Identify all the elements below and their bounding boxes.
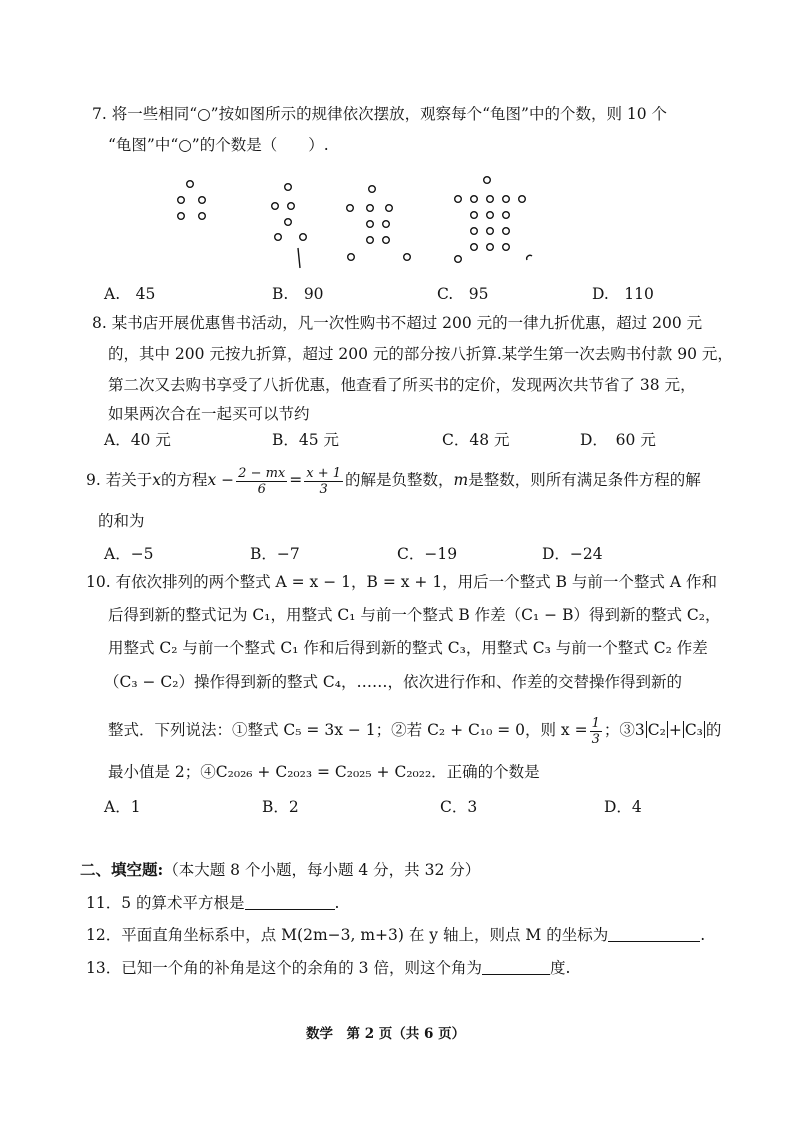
circle-mark [487, 196, 494, 203]
q8-number: 8. [92, 314, 107, 332]
partial-circle-mark [527, 255, 532, 260]
circle-mark [503, 228, 510, 235]
q9-line1 [86, 463, 701, 497]
circle-mark [503, 196, 510, 203]
circle-mark [348, 254, 355, 261]
q13-number: 13． [86, 959, 122, 977]
q7-option-a[interactable]: A. 45 [104, 285, 156, 303]
page-footer: 数学 第 2 页（共 6 页） [306, 1026, 466, 1042]
q10-frac-numerator: 1 [591, 715, 600, 731]
q9-option-a[interactable]: A．−5 [104, 545, 154, 563]
turtle-figures [160, 170, 540, 270]
q9-frac2-numerator: x + 1 [306, 465, 342, 481]
q10-abs-c3: C₃ [684, 721, 703, 739]
circle-mark [178, 197, 185, 204]
section2-title: 二、填空题: [80, 860, 164, 879]
q8-line3: 第二次又去购书享受了八折优惠，他查看了所买书的定价，发现两次共节省了 38 元， [108, 376, 696, 394]
abs-bar [667, 721, 668, 738]
abs-bar [683, 721, 684, 738]
q9-fraction-2 [304, 466, 343, 497]
q13-end: 度. [549, 959, 571, 977]
q11-answer-blank[interactable] [245, 893, 335, 910]
q8-option-a[interactable]: A．40 元 [104, 431, 171, 449]
q9-text-pre: 若关于 [105, 471, 153, 489]
circle-mark [455, 196, 462, 203]
circle-mark [288, 203, 295, 210]
circle-mark [386, 205, 393, 212]
q11-number: 11． [86, 894, 122, 912]
turtle-figure-4 [455, 177, 532, 263]
q9-equals: = [289, 471, 303, 489]
circle-mark [178, 213, 185, 220]
q8-option-c[interactable]: C．48 元 [442, 431, 510, 449]
q10-number: 10. [86, 573, 111, 591]
circle-mark [369, 186, 376, 193]
q9-option-d[interactable]: D．−24 [542, 545, 603, 563]
q7-line1 [92, 104, 667, 124]
q10-abs-plus: + [668, 721, 682, 739]
circle-mark [471, 228, 478, 235]
circle-mark [275, 234, 282, 241]
circle-mark [471, 212, 478, 219]
q11-line [86, 893, 339, 913]
q13-answer-blank[interactable] [482, 958, 550, 975]
circle-mark [285, 184, 292, 191]
q8-option-b[interactable]: B．45 元 [272, 431, 340, 449]
circle-mark [347, 205, 354, 212]
circle-mark [199, 197, 206, 204]
q12-answer-blank[interactable] [608, 925, 700, 942]
q13-text: 已知一个角的补角是这个的余角的 3 倍，则这个角为 [121, 959, 482, 977]
q8-line2: 的，其中 200 元按九折算，超过 200 元的部分按八折算.某学生第一次去购书付款 90 元， [108, 345, 733, 363]
q10-line5 [108, 713, 721, 747]
turtle-figure-2 [272, 184, 307, 268]
q9-text-mid: 的方程 [161, 471, 208, 489]
q9-text-post1: 的解是负整数， [345, 471, 454, 489]
q10-line5-post: ；③3 [603, 721, 645, 739]
q7-option-d[interactable]: D. 110 [592, 285, 654, 303]
q10-option-c[interactable]: C．3 [440, 798, 478, 816]
section2-header [80, 860, 480, 880]
circle-mark [484, 177, 491, 184]
q10-option-a[interactable]: A．1 [104, 798, 141, 816]
q10-line5-end: 的 [705, 721, 722, 739]
q10-fraction [590, 716, 602, 747]
q10-text-1: 有依次排列的两个整式 A = x − 1，B = x + 1，用后一个整式 B 与前一个整式 A 作和 [115, 573, 717, 591]
q9-frac1-denominator: 6 [257, 481, 266, 497]
circle-mark [383, 221, 390, 228]
circle-mark [367, 221, 374, 228]
q12-end: . [700, 926, 706, 944]
circle-mark [285, 219, 292, 226]
q10-line6: 最小值是 2；④C₂₀₂₆ + C₂₀₂₃ = C₂₀₂₅ + C₂₀₂₂．正确的个数是 [108, 763, 540, 781]
circle-mark [187, 181, 194, 188]
q10-line1 [86, 572, 717, 592]
pen-stroke [298, 248, 300, 268]
circle-mark [487, 212, 494, 219]
q9-fraction-1 [236, 466, 287, 497]
circle-mark [455, 256, 462, 263]
q11-end: . [334, 894, 340, 912]
q12-number: 12． [86, 926, 122, 944]
circle-mark [471, 196, 478, 203]
q8-line1 [92, 313, 702, 333]
q7-text-1: 将一些相同“○”按如图所示的规律依次摆放，观察每个“龟图”中的个数，则 10 个 [111, 105, 668, 123]
circle-mark [300, 234, 307, 241]
abs-bar [704, 721, 705, 738]
circle-mark [471, 244, 478, 251]
q10-abs-c2: C₂ [647, 721, 666, 739]
q7-option-b[interactable]: B. 90 [272, 285, 324, 303]
circle-mark [487, 228, 494, 235]
q10-option-d[interactable]: D．4 [604, 798, 642, 816]
q12-line [86, 925, 705, 945]
section2-desc: （本大题 8 个小题，每小题 4 分，共 32 分） [163, 861, 481, 879]
q8-option-d[interactable]: D． 60 元 [580, 431, 656, 449]
q10-line5-pre: 整式．下列说法：①整式 C₅ = 3x − 1；②若 C₂ + C₁₀ = 0，则 x = [108, 721, 588, 739]
circle-mark [367, 237, 374, 244]
q10-option-b[interactable]: B．2 [262, 798, 299, 816]
q9-var-m: m [453, 471, 469, 489]
q10-line4: （C₃ − C₂）操作得到新的整式 C₄，……，依次进行作和、作差的交替操作得到新的 [104, 673, 682, 691]
q9-frac2-denominator: 3 [319, 481, 328, 497]
q13-line [86, 958, 570, 978]
q9-frac1-numerator: 2 − mx [238, 465, 286, 481]
abs-bar [646, 721, 647, 738]
turtle-figure-3 [347, 186, 411, 261]
q9-option-c[interactable]: C．−19 [397, 545, 458, 563]
circle-mark [272, 203, 279, 210]
circle-mark [503, 212, 510, 219]
circle-mark [519, 196, 526, 203]
circle-mark [487, 244, 494, 251]
circle-mark [367, 205, 374, 212]
circle-mark [404, 254, 411, 261]
q10-line2: 后得到新的整式记为 C₁，用整式 C₁ 与前一个整式 B 作差（C₁ − B）得到新的整式 C₂， [108, 606, 721, 624]
q10-line3: 用整式 C₂ 与前一个整式 C₁ 作和后得到新的整式 C₃，用整式 C₃ 与前一个整式 C₂ 作差 [108, 639, 708, 657]
q8-line4: 如果两次合在一起买可以节约 [108, 405, 310, 423]
circle-mark [199, 213, 206, 220]
q9-line2: 的和为 [98, 512, 145, 530]
q9-number: 9. [86, 471, 101, 489]
q7-option-c[interactable]: C. 95 [437, 285, 489, 303]
q8-text-1: 某书店开展优惠售书活动，凡一次性购书不超过 200 元的一律九折优惠，超过 200 元 [111, 314, 703, 332]
q9-x-minus: x − [207, 471, 235, 489]
q7-number: 7. [92, 105, 107, 123]
q9-option-b[interactable]: B．−7 [250, 545, 300, 563]
q9-var-x: x [152, 471, 161, 489]
q9-text-post2: 是整数，则所有满足条件方程的解 [468, 471, 701, 489]
turtle-figure-1 [178, 181, 206, 220]
q10-frac-denominator: 3 [591, 731, 600, 747]
circle-mark [503, 244, 510, 251]
circle-mark [383, 237, 390, 244]
q11-text: 5 的算术平方根是 [121, 894, 245, 912]
q7-line2: “龟图”中“○”的个数是（ ）. [108, 136, 329, 154]
q12-text: 平面直角坐标系中，点 M(2m−3, m+3) 在 y 轴上，则点 M 的坐标为 [121, 926, 609, 944]
